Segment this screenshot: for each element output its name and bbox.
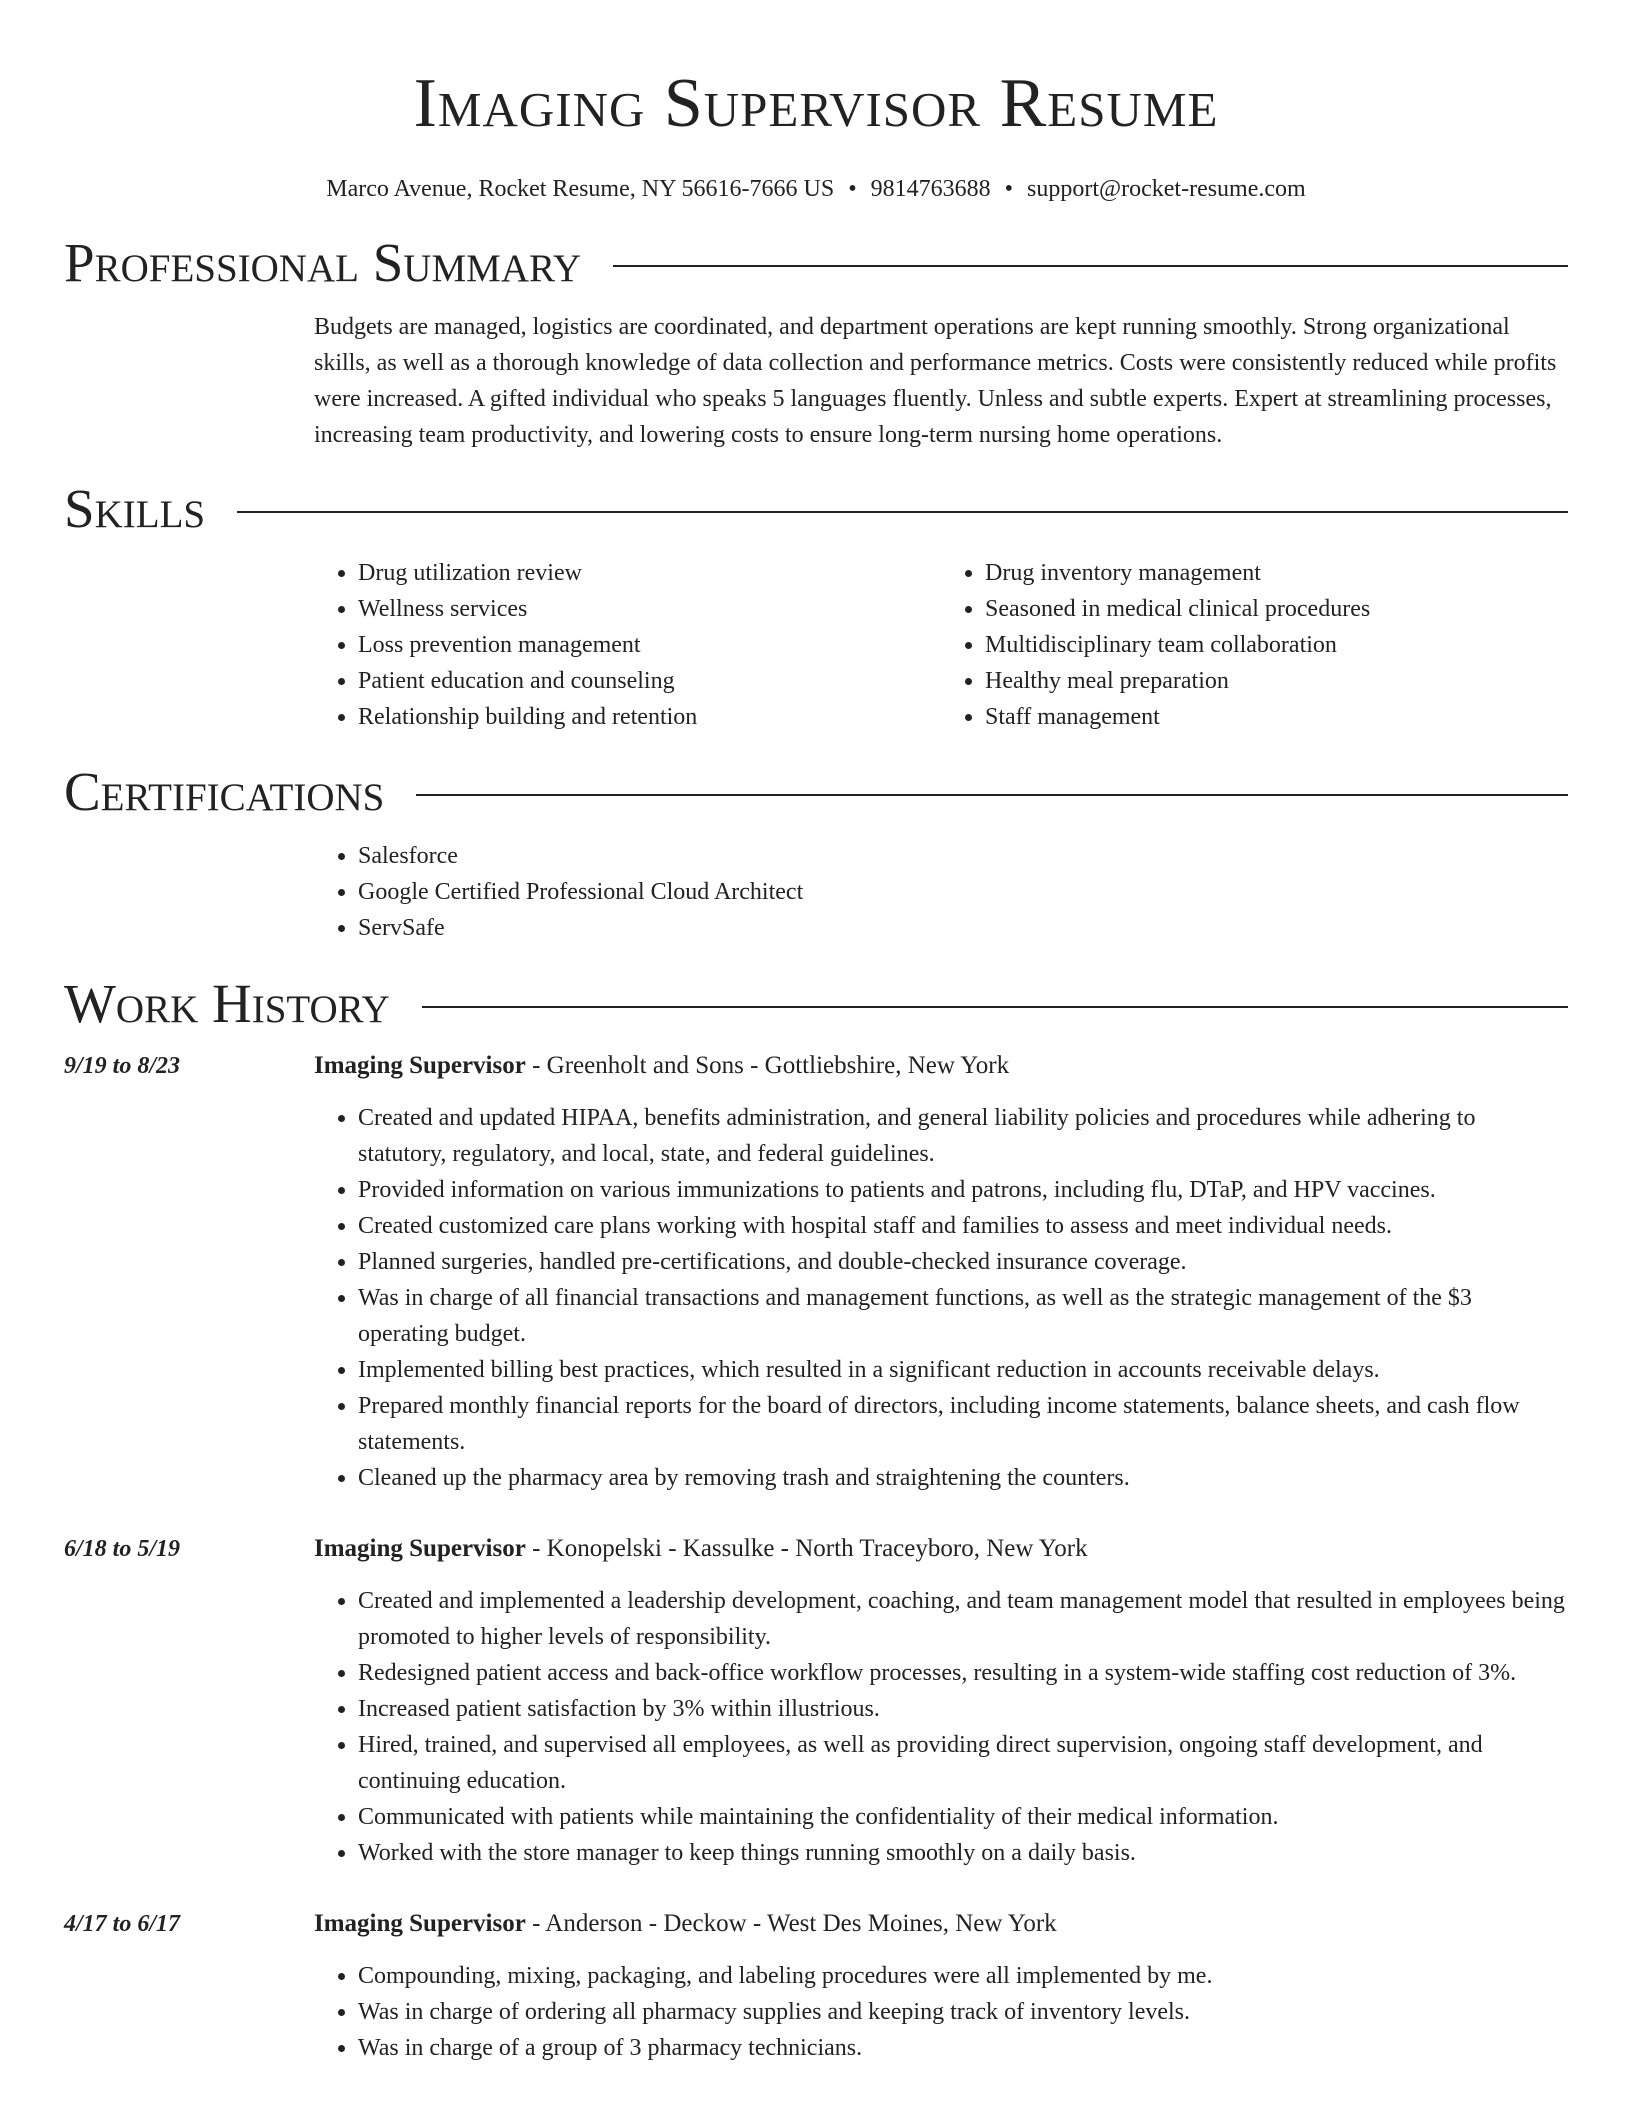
job-bullet: • Increased patient satisfaction by 3% within illustrious. [358, 1691, 1568, 1727]
job-employer: - Anderson - Deckow - West Des Moines, New York [525, 1910, 1057, 1937]
job-header [314, 1531, 1568, 1567]
certification-item: • ServSafe [358, 910, 1568, 946]
contact-line [64, 172, 1568, 206]
job-bullet: • Created and updated HIPAA, benefits administration, and general liability policies and procedures while adhering to statutory, regulatory, and local, state, and federal guidelines. [358, 1100, 1568, 1172]
work-section-header [64, 971, 1568, 1037]
job-title: Imaging Supervisor [314, 1052, 526, 1079]
job-entry [64, 1906, 1568, 2066]
job-bullet: • Hired, trained, and supervised all employees, as well as providing direct supervision, ongoing staff development, and continuing education. [358, 1727, 1568, 1799]
certification-item: • Google Certified Professional Cloud Architect [358, 874, 1568, 910]
job-dates: 4/17 to 6/17 [64, 1911, 181, 1937]
job-bullet: • Was in charge of all financial transactions and management functions, as well as the strategic management of the $3 operating budget. [358, 1280, 1568, 1352]
job-title: Imaging Supervisor [314, 1535, 526, 1562]
contact-separator: • [848, 176, 857, 202]
job-dates: 9/19 to 8/23 [64, 1053, 181, 1079]
certifications-list [314, 838, 1568, 946]
section-divider [237, 511, 1568, 513]
job-entry [64, 1048, 1568, 1496]
job-bullet: • Was in charge of a group of 3 pharmacy technicians. [358, 2030, 1568, 2066]
section-divider [613, 265, 1568, 267]
skill-item: • Seasoned in medical clinical procedures [985, 591, 1568, 627]
skill-item: • Drug utilization review [358, 555, 941, 591]
job-bullet: • Created and implemented a leadership development, coaching, and team management model that resulted in employees being promoted to higher levels of responsibility. [358, 1583, 1568, 1655]
contact-phone: 9814763688 [870, 176, 991, 202]
job-bullets [314, 1100, 1568, 1496]
contact-email: support@rocket-resume.com [1027, 176, 1306, 202]
job-entry [64, 1531, 1568, 1871]
contact-separator: • [1004, 176, 1014, 202]
contact-address: Marco Avenue, Rocket Resume, NY 56616-7666 US [326, 176, 835, 202]
work-heading: Work History [64, 973, 390, 1034]
job-employer: - Konopelski - Kassulke - North Traceyboro, New York [525, 1535, 1088, 1562]
skill-item: • Healthy meal preparation [985, 663, 1568, 699]
skill-item: • Staff management [985, 699, 1568, 735]
job-bullet: • Worked with the store manager to keep things running smoothly on a daily basis. [358, 1835, 1568, 1871]
job-bullet: • Redesigned patient access and back-office workflow processes, resulting in a system-wide staffing cost reduction of 3%. [358, 1655, 1568, 1691]
job-header [314, 1048, 1568, 1084]
skill-item: • Patient education and counseling [358, 663, 941, 699]
skill-item: • Drug inventory management [985, 555, 1568, 591]
summary-text: Budgets are managed, logistics are coordinated, and department operations are kept running smoothly. Strong organizational skills, as well as a thorough knowledge of data collection and performance metrics. Costs were consistently reduced while profits were increased. A gifted individual who speaks 5 languages fluently. Unless and subtle experts. Expert at streamlining processes, increasing team productivity, and lowering costs to ensure long-term nursing home operations. [314, 314, 1557, 448]
job-bullet: • Was in charge of ordering all pharmacy supplies and keeping track of inventory levels. [358, 1994, 1568, 2030]
summary-heading: Professional Summary [64, 232, 582, 293]
job-bullet: • Prepared monthly financial reports for the board of directors, including income statements, balance sheets, and cash flow statements. [358, 1388, 1568, 1460]
skill-item: • Relationship building and retention [358, 699, 941, 735]
job-bullets [314, 1583, 1568, 1871]
job-dates: 6/18 to 5/19 [64, 1536, 181, 1562]
job-bullet: • Implemented billing best practices, which resulted in a significant reduction in accounts receivable delays. [358, 1352, 1568, 1388]
skills-column-left [314, 555, 941, 735]
certifications-section-header [64, 759, 1568, 825]
job-bullet: • Created customized care plans working with hospital staff and families to assess and meet individual needs. [358, 1208, 1568, 1244]
job-employer: - Greenholt and Sons - Gottliebshire, New York [525, 1052, 1010, 1079]
skills-list [314, 555, 1568, 735]
certifications-heading: Certifications [64, 761, 385, 822]
certification-item: • Salesforce [358, 838, 1568, 874]
skills-section-header [64, 476, 1568, 542]
section-divider [422, 1006, 1568, 1008]
job-header [314, 1906, 1568, 1942]
job-title: Imaging Supervisor [314, 1910, 526, 1937]
job-bullet: • Cleaned up the pharmacy area by removing trash and straightening the counters. [358, 1460, 1568, 1496]
job-bullet: • Compounding, mixing, packaging, and labeling procedures were all implemented by me. [358, 1958, 1568, 1994]
skills-column-right [941, 555, 1568, 735]
section-divider [416, 794, 1568, 796]
job-bullet: • Planned surgeries, handled pre-certifications, and double-checked insurance coverage. [358, 1244, 1568, 1280]
skill-item: • Multidisciplinary team collaboration [985, 627, 1568, 663]
job-bullet: • Communicated with patients while maintaining the confidentiality of their medical information. [358, 1799, 1568, 1835]
skill-item: • Wellness services [358, 591, 941, 627]
job-bullet: • Provided information on various immunizations to patients and patrons, including flu, DTaP, and HPV vaccines. [358, 1172, 1568, 1208]
skill-item: • Loss prevention management [358, 627, 941, 663]
resume-title: Imaging Supervisor Resume [413, 65, 1219, 142]
skills-heading: Skills [64, 478, 206, 539]
summary-section-header [64, 230, 1568, 296]
job-bullets [314, 1958, 1568, 2066]
